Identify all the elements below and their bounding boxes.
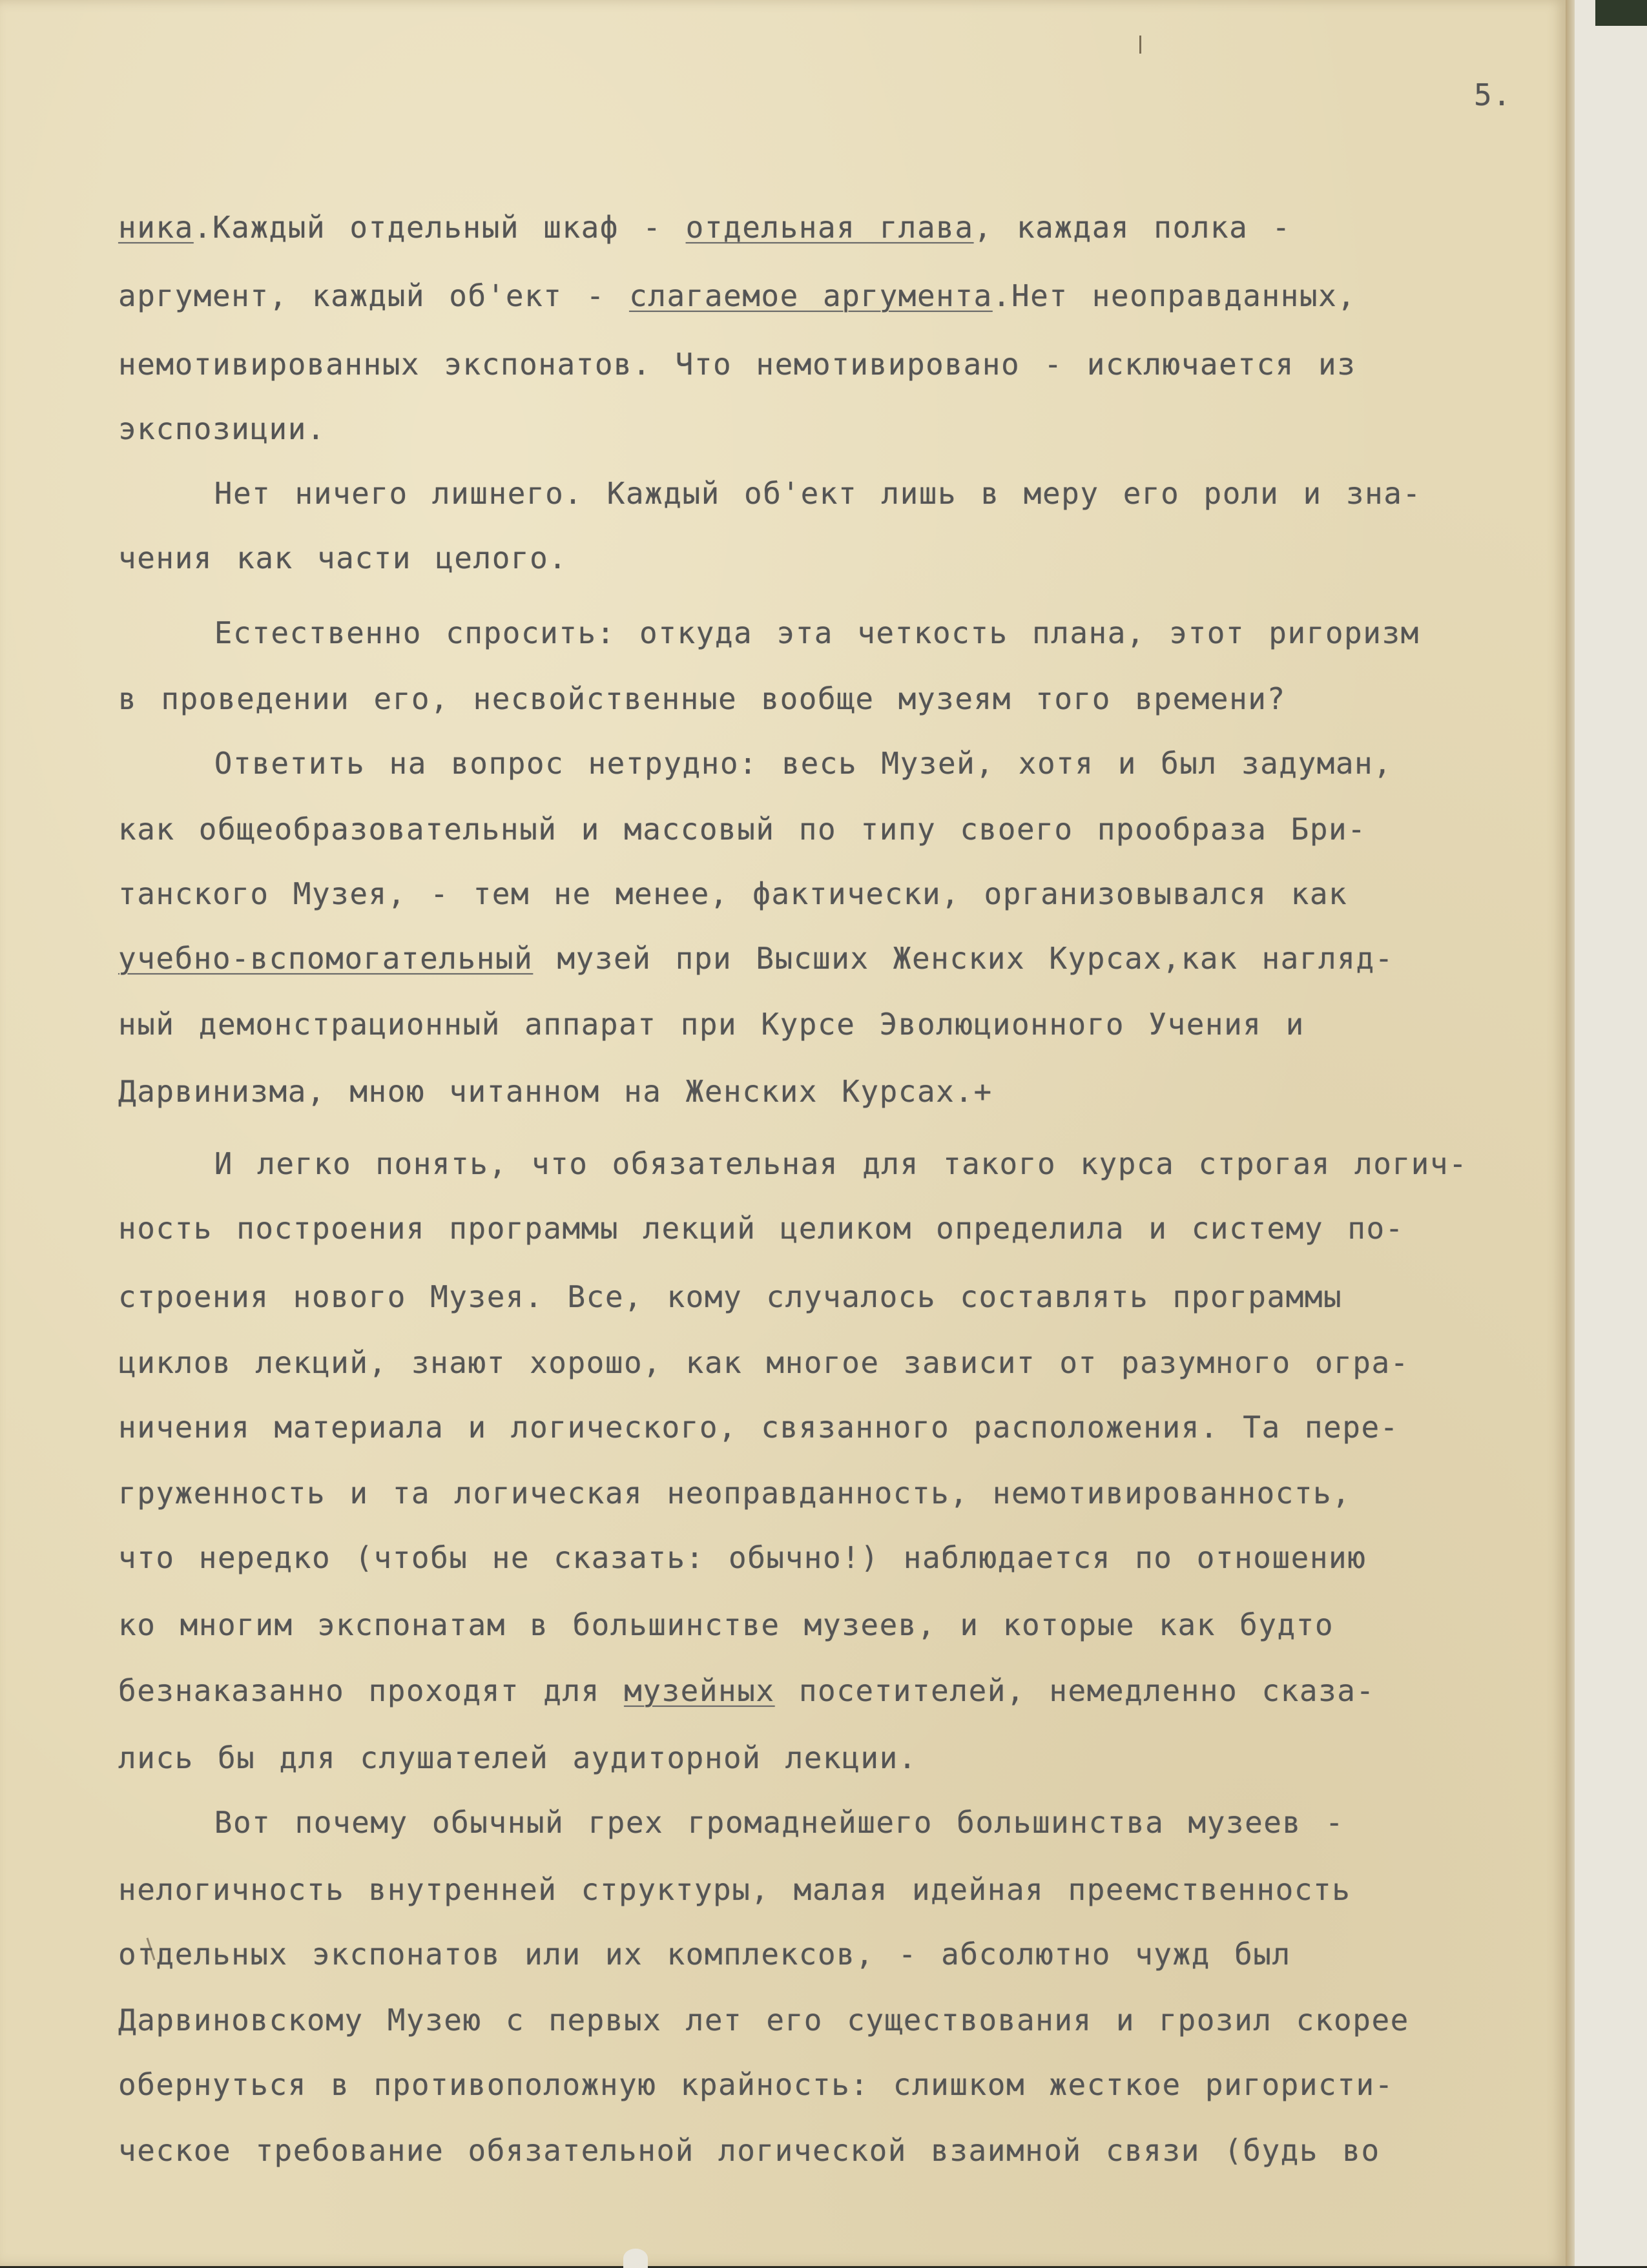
text-line <box>118 1870 1351 1909</box>
underlined-phrase: ника <box>118 210 194 245</box>
text-segment: обернуться в противоположную крайность: слишком жесткое ригористи- <box>118 2067 1394 2102</box>
text-segment: ный демонстрационный аппарат при Курсе Эволюционного Учения и <box>118 1007 1305 1042</box>
text-segment: Естественно спросить: откуда эта четкость плана, этот ригоризм <box>118 615 1420 650</box>
text-line <box>118 2131 1380 2170</box>
text-line <box>118 1538 1366 1577</box>
underlined-phrase: слагаемое аргумента <box>629 278 993 313</box>
text-line <box>118 1935 1291 1974</box>
text-segment: Нет ничего лишнего. Каждый об'ект лишь в меру его роли и зна- <box>118 476 1422 511</box>
text-line <box>118 1605 1334 1644</box>
text-line <box>118 744 1392 783</box>
text-line <box>118 939 1394 978</box>
text-segment: отдельных экспонатов или их комплексов, - абсолютно чужд был <box>118 1937 1291 1972</box>
text-line <box>118 1005 1305 1044</box>
text-line <box>118 1408 1399 1447</box>
text-segment: И легко понять, что обязательная для такого курса строгая логич- <box>118 1146 1468 1181</box>
text-line <box>118 1474 1351 1512</box>
underlined-phrase: учебно-вспомогательный <box>118 941 533 976</box>
pencil-tick-mark <box>1139 36 1141 54</box>
text-segment: Дарвиновскому Музею с первых лет его существования и грозил скорее <box>118 2003 1409 2037</box>
underlined-phrase: музейных <box>624 1673 775 1708</box>
text-segment: чения как части целого. <box>118 541 568 575</box>
text-segment: нелогичность внутренней структуры, малая идейная преемственность <box>118 1872 1351 1907</box>
text-segment: безнаказанно проходят для <box>118 1673 625 1708</box>
text-segment: немотивированных экспонатов. Что немотивировано - исключается из <box>118 347 1356 382</box>
paper-tear <box>623 2249 648 2268</box>
text-segment: аргумент, каждый об'ект - <box>118 278 630 313</box>
text-segment: танского Музея, - тем не менее, фактически, организовывался как <box>118 876 1348 911</box>
text-segment: лись бы для слушателей аудиторной лекции. <box>118 1740 917 1775</box>
text-line <box>118 345 1356 384</box>
text-line <box>118 1072 993 1111</box>
text-line <box>118 613 1420 652</box>
page-number: 5. <box>1474 77 1512 112</box>
text-segment: , каждая полка - <box>973 210 1291 245</box>
text-line <box>118 539 567 577</box>
text-segment: Ответить на вопрос нетрудно: весь Музей, хотя и был задуман, <box>118 746 1393 781</box>
text-line <box>118 679 1286 718</box>
text-segment: как общеобразовательный и массовый по типу своего прообраза Бри- <box>118 812 1367 847</box>
text-line <box>118 474 1422 513</box>
text-line <box>118 409 326 448</box>
text-line <box>118 1144 1467 1183</box>
text-segment: Дарвинизма, мною читанном на Женских Курсах.+ <box>118 1074 993 1109</box>
text-line <box>118 2065 1394 2104</box>
text-segment: что нередко (чтобы не сказать: обычно!) наблюдается по отношению <box>118 1540 1367 1575</box>
text-line <box>118 810 1366 849</box>
text-segment: экспозиции. <box>118 411 326 446</box>
text-segment: музей при Высших Женских Курсах,как нагляд- <box>533 941 1394 976</box>
page-edge <box>1566 0 1575 2266</box>
text-segment: в проведении его, несвойственные вообще музеям того времени? <box>118 681 1286 716</box>
text-segment: строения нового Музея. Все, кому случалось составлять программы <box>118 1279 1343 1314</box>
text-line <box>118 1209 1404 1248</box>
text-segment: .Нет неоправданных, <box>992 278 1356 313</box>
text-line <box>118 1277 1342 1316</box>
text-line <box>118 1738 917 1777</box>
text-line <box>118 276 1356 315</box>
text-line <box>118 1671 1375 1710</box>
text-segment: посетителей, немедленно сказа- <box>774 1673 1375 1708</box>
text-segment: Вот почему обычный грех громаднейшего большинства музеев - <box>118 1805 1345 1840</box>
text-segment: груженность и та логическая неоправданность, немотивированность, <box>118 1476 1351 1510</box>
text-segment: циклов лекций, знают хорошо, как многое зависит от разумного огра- <box>118 1345 1409 1380</box>
underlined-phrase: отдельная глава <box>685 210 974 245</box>
text-segment: ничения материала и логического, связанного расположения. Та пере- <box>118 1410 1399 1445</box>
text-segment: ность построения программы лекций целиком определила и систему по- <box>118 1211 1404 1246</box>
text-segment: ческое требование обязательной логической взаимной связи (будь во <box>118 2133 1380 2168</box>
text-line <box>118 1803 1344 1842</box>
text-segment: ко многим экспонатам в большинстве музеев, и которые как будто <box>118 1607 1334 1642</box>
text-line <box>118 2001 1409 2039</box>
text-line <box>118 874 1347 913</box>
text-line <box>118 208 1291 247</box>
text-segment: .Каждый отдельный шкаф - <box>193 210 686 245</box>
text-line <box>118 1343 1409 1382</box>
scanner-strip <box>1595 0 1647 26</box>
